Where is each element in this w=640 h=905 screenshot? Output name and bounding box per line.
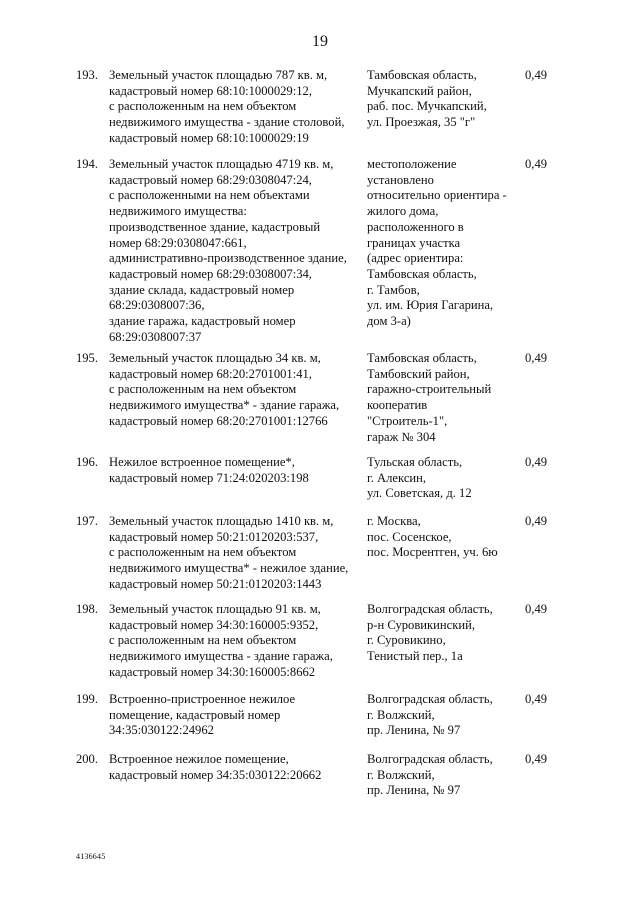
item-description: Земельный участок площадью 4719 кв. м, кадастровый номер 68:29:0308047:24, с расположенными на нем объектами недвижимого имущества: производственное здание, кадастровый номер 68:29:0308047:661, административно-производственное здание, кадастровый номер 68:29:0308007:34, здание склада, кадастровый номер 68:29:0308007:36, здание гаража, кадастровый номер 68:29:0308007:37 — [109, 157, 347, 344]
item-value: 0,49 — [525, 602, 548, 616]
item-value: 0,49 — [525, 752, 548, 766]
item-description: Встроенно-пристроенное нежилое помещение, кадастровый номер 34:35:030122:24962 — [109, 692, 296, 738]
item-description: Земельный участок площадью 1410 кв. м, кадастровый номер 50:21:0120203:537, с расположенным на нем объектом недвижимого имущества* - нежилое здание, кадастровый номер 50:21:0120203:1443 — [109, 514, 349, 591]
item-number: 195. — [75, 351, 98, 365]
item-description: Встроенное нежилое помещение, кадастровый номер 34:35:030122:20662 — [109, 752, 322, 782]
item-number: 196. — [75, 455, 98, 469]
item-description: Земельный участок площадью 91 кв. м, кадастровый номер 34:30:160005:9352, с расположенным на нем объектом недвижимого имущества - здание гаража, кадастровый номер 34:30:160005:8662 — [109, 602, 333, 679]
item-address: Волгоградская область, р-н Суровикинский, г. Суровикино, Тенистый пер., 1а — [367, 602, 493, 664]
item-value: 0,49 — [525, 455, 548, 469]
item-number: 198. — [75, 602, 98, 616]
item-value: 0,49 — [525, 351, 548, 365]
item-number: 197. — [75, 514, 98, 528]
document-code: 4136645 — [76, 852, 106, 861]
item-address: Волгоградская область, г. Волжский, пр. Ленина, № 97 — [367, 692, 493, 738]
item-address: Волгоградская область, г. Волжский, пр. Ленина, № 97 — [367, 752, 493, 798]
item-description: Нежилое встроенное помещение*, кадастровый номер 71:24:020203:198 — [109, 455, 309, 485]
item-number: 193. — [75, 68, 98, 82]
item-address: г. Москва, пос. Сосенское, пос. Мосрентген, уч. 6ю — [367, 514, 498, 560]
item-address: Тульская область, г. Алексин, ул. Советская, д. 12 — [367, 455, 472, 501]
item-number: 200. — [75, 752, 98, 766]
item-number: 199. — [75, 692, 98, 706]
item-description: Земельный участок площадью 787 кв. м, кадастровый номер 68:10:1000029:12, с расположенным на нем объектом недвижимого имущества - здание столовой, кадастровый номер 68:10:1000029:19 — [109, 68, 345, 145]
item-address: Тамбовская область, Тамбовский район, гаражно-строительный кооператив "Строитель-1", гараж № 304 — [367, 351, 492, 444]
item-value: 0,49 — [525, 157, 548, 171]
page-number: 19 — [312, 33, 328, 50]
item-address: Тамбовская область, Мучкапский район, раб. пос. Мучкапский, ул. Проезжая, 35 "г" — [367, 68, 487, 130]
item-address: местоположение установлено относительно ориентира - жилого дома, расположенного в границах участка (адрес ориентира: Тамбовская область, г. Тамбов, ул. им. Юрия Гагарина, дом 3-а) — [367, 157, 507, 329]
item-number: 194. — [75, 157, 98, 171]
item-value: 0,49 — [525, 692, 548, 706]
item-description: Земельный участок площадью 34 кв. м, кадастровый номер 68:20:2701001:41, с расположенным на нем объектом недвижимого имущества* - здание гаража, кадастровый номер 68:20:2701001:12766 — [109, 351, 340, 428]
item-value: 0,49 — [525, 514, 548, 528]
item-value: 0,49 — [525, 68, 548, 82]
